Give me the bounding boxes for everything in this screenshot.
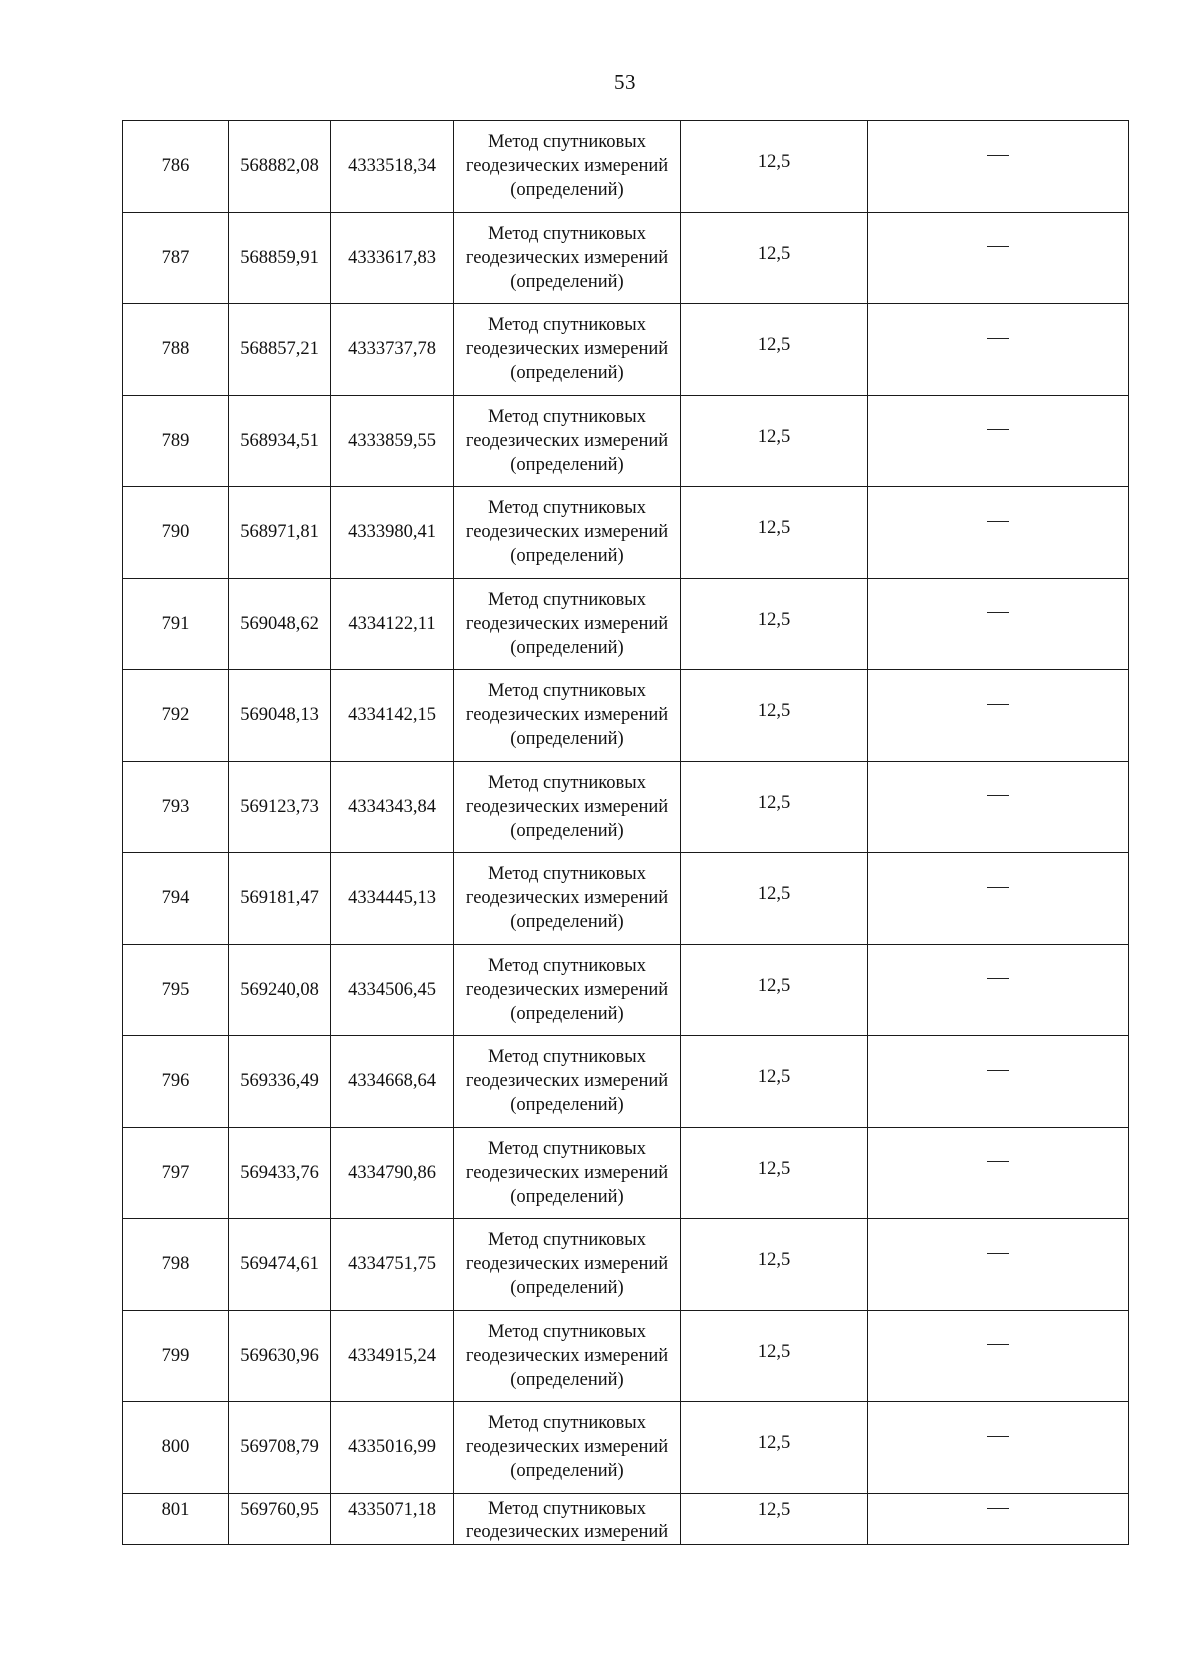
table-row xyxy=(123,1219,1129,1311)
method-line: геодезических измерений xyxy=(465,705,669,726)
table-row xyxy=(123,1493,1129,1544)
dash-mark xyxy=(987,1508,1009,1509)
accuracy-cell xyxy=(681,1310,868,1402)
dash-mark xyxy=(987,612,1009,613)
x-coordinate-cell xyxy=(229,1036,331,1128)
accuracy-value: 12,5 xyxy=(757,1499,791,1520)
accuracy-value: 12,5 xyxy=(757,1433,791,1454)
point-number: 795 xyxy=(161,979,190,1000)
point-number-cell xyxy=(123,1402,229,1494)
y-coordinate-cell xyxy=(331,1493,454,1544)
point-number: 796 xyxy=(161,1071,190,1092)
method-line: (определений) xyxy=(510,912,624,933)
x-coordinate: 569760,95 xyxy=(240,1499,319,1520)
y-coordinate: 4334122,11 xyxy=(348,613,436,634)
method-line: геодезических измерений xyxy=(465,796,669,817)
method-line: Метод спутниковых xyxy=(488,406,646,427)
point-number-cell xyxy=(123,1127,229,1219)
accuracy-cell xyxy=(681,487,868,579)
method-line: Метод спутниковых xyxy=(488,955,646,976)
method-cell xyxy=(454,944,681,1036)
coordinates-table-wrapper xyxy=(122,120,1128,1545)
y-coordinate-cell xyxy=(331,761,454,853)
y-coordinate: 4334668,64 xyxy=(348,1071,436,1092)
method-line: Метод спутниковых xyxy=(488,772,646,793)
accuracy-value: 12,5 xyxy=(757,975,791,996)
accuracy-value: 12,5 xyxy=(757,1250,791,1271)
x-coordinate: 569123,73 xyxy=(240,796,319,817)
point-number: 790 xyxy=(161,522,190,543)
table-row xyxy=(123,670,1129,762)
y-coordinate: 4333859,55 xyxy=(348,430,436,451)
note-cell xyxy=(868,304,1129,396)
method-line: геодезических измерений xyxy=(465,247,669,268)
x-coordinate-cell xyxy=(229,121,331,213)
x-coordinate: 569433,76 xyxy=(240,1162,319,1183)
accuracy-cell xyxy=(681,853,868,945)
note-cell xyxy=(868,670,1129,762)
point-number-cell xyxy=(123,1036,229,1128)
y-coordinate: 4334751,75 xyxy=(348,1254,436,1275)
table-row xyxy=(123,487,1129,579)
point-number-cell xyxy=(123,944,229,1036)
x-coordinate-cell xyxy=(229,944,331,1036)
note-cell xyxy=(868,578,1129,670)
dash-mark xyxy=(987,1161,1009,1162)
table-row xyxy=(123,944,1129,1036)
accuracy-cell xyxy=(681,1219,868,1311)
method-line: Метод спутниковых xyxy=(488,223,646,244)
accuracy-cell xyxy=(681,395,868,487)
method-line: (определений) xyxy=(510,637,624,658)
table-row xyxy=(123,1402,1129,1494)
method-line: (определений) xyxy=(510,1369,624,1390)
y-coordinate: 4333737,78 xyxy=(348,339,436,360)
y-coordinate-cell xyxy=(331,578,454,670)
accuracy-cell xyxy=(681,304,868,396)
accuracy-value: 12,5 xyxy=(757,792,791,813)
accuracy-cell xyxy=(681,121,868,213)
method-cell xyxy=(454,1402,681,1494)
x-coordinate: 568934,51 xyxy=(240,430,319,451)
method-line: (определений) xyxy=(510,729,624,750)
x-coordinate: 568971,81 xyxy=(240,522,319,543)
x-coordinate: 569048,62 xyxy=(240,613,319,634)
point-number: 793 xyxy=(161,796,190,817)
x-coordinate-cell xyxy=(229,853,331,945)
y-coordinate-cell xyxy=(331,1036,454,1128)
method-cell xyxy=(454,121,681,213)
method-line: (определений) xyxy=(510,180,624,201)
method-line: геодезических измерений xyxy=(465,1437,669,1458)
method-cell xyxy=(454,670,681,762)
method-line: (определений) xyxy=(510,1003,624,1024)
accuracy-value: 12,5 xyxy=(757,701,791,722)
dash-mark xyxy=(987,338,1009,339)
note-cell xyxy=(868,212,1129,304)
point-number: 801 xyxy=(161,1499,190,1520)
x-coordinate: 569474,61 xyxy=(240,1254,319,1275)
point-number: 794 xyxy=(161,888,190,909)
x-coordinate: 569048,13 xyxy=(240,705,319,726)
y-coordinate-cell xyxy=(331,121,454,213)
table-row xyxy=(123,761,1129,853)
method-line: (определений) xyxy=(510,363,624,384)
method-cell xyxy=(454,578,681,670)
point-number-cell xyxy=(123,1493,229,1544)
y-coordinate: 4333518,34 xyxy=(348,156,436,177)
x-coordinate-cell xyxy=(229,1127,331,1219)
note-cell xyxy=(868,944,1129,1036)
point-number: 792 xyxy=(161,705,190,726)
page-number: 53 xyxy=(614,70,636,94)
method-line: геодезических измерений xyxy=(465,613,669,634)
note-cell xyxy=(868,1127,1129,1219)
method-line: (определений) xyxy=(510,1186,624,1207)
accuracy-cell xyxy=(681,212,868,304)
table-row xyxy=(123,578,1129,670)
x-coordinate: 568857,21 xyxy=(240,339,319,360)
y-coordinate-cell xyxy=(331,853,454,945)
point-number-cell xyxy=(123,578,229,670)
dash-mark xyxy=(987,155,1009,156)
method-line: геодезических измерений xyxy=(465,1162,669,1183)
note-cell xyxy=(868,121,1129,213)
y-coordinate: 4335071,18 xyxy=(348,1499,436,1520)
method-line: Метод спутниковых xyxy=(488,1138,646,1159)
method-line: Метод спутниковых xyxy=(488,1321,646,1342)
method-line: (определений) xyxy=(510,1461,624,1482)
point-number-cell xyxy=(123,761,229,853)
x-coordinate-cell xyxy=(229,487,331,579)
table-row xyxy=(123,121,1129,213)
method-line: (определений) xyxy=(510,546,624,567)
point-number: 786 xyxy=(161,156,190,177)
note-cell xyxy=(868,1036,1129,1128)
point-number-cell xyxy=(123,121,229,213)
method-line: Метод спутниковых xyxy=(488,864,646,885)
method-line: Метод спутниковых xyxy=(488,498,646,519)
dash-mark xyxy=(987,1253,1009,1254)
accuracy-cell xyxy=(681,944,868,1036)
y-coordinate: 4333980,41 xyxy=(348,522,436,543)
table-row xyxy=(123,212,1129,304)
y-coordinate-cell xyxy=(331,212,454,304)
point-number-cell xyxy=(123,304,229,396)
method-cell xyxy=(454,853,681,945)
note-cell xyxy=(868,853,1129,945)
coordinates-table xyxy=(122,120,1129,1545)
y-coordinate: 4334506,45 xyxy=(348,979,436,1000)
table-row xyxy=(123,395,1129,487)
x-coordinate: 569336,49 xyxy=(240,1071,319,1092)
dash-mark xyxy=(987,521,1009,522)
y-coordinate: 4334142,15 xyxy=(348,705,436,726)
method-line: геодезических измерений xyxy=(465,522,669,543)
method-cell xyxy=(454,395,681,487)
point-number-cell xyxy=(123,395,229,487)
accuracy-value: 12,5 xyxy=(757,426,791,447)
method-line: (определений) xyxy=(510,820,624,841)
y-coordinate: 4334343,84 xyxy=(348,796,436,817)
method-line: Метод спутниковых xyxy=(488,132,646,153)
y-coordinate-cell xyxy=(331,487,454,579)
accuracy-value: 12,5 xyxy=(757,1067,791,1088)
note-cell xyxy=(868,1402,1129,1494)
dash-mark xyxy=(987,429,1009,430)
x-coordinate-cell xyxy=(229,1219,331,1311)
method-line: Метод спутниковых xyxy=(488,1498,646,1519)
method-cell xyxy=(454,304,681,396)
accuracy-value: 12,5 xyxy=(757,1158,791,1179)
note-cell xyxy=(868,487,1129,579)
method-line: Метод спутниковых xyxy=(488,589,646,610)
y-coordinate: 4333617,83 xyxy=(348,247,436,268)
dash-mark xyxy=(987,795,1009,796)
method-line: геодезических измерений xyxy=(465,1071,669,1092)
x-coordinate-cell xyxy=(229,304,331,396)
point-number-cell xyxy=(123,212,229,304)
method-line: геодезических измерений xyxy=(465,1345,669,1366)
dash-mark xyxy=(987,1436,1009,1437)
x-coordinate-cell xyxy=(229,1310,331,1402)
y-coordinate-cell xyxy=(331,944,454,1036)
y-coordinate-cell xyxy=(331,1219,454,1311)
accuracy-value: 12,5 xyxy=(757,335,791,356)
accuracy-value: 12,5 xyxy=(757,609,791,630)
method-cell xyxy=(454,1219,681,1311)
x-coordinate: 568859,91 xyxy=(240,247,319,268)
table-row xyxy=(123,1310,1129,1402)
point-number: 800 xyxy=(161,1437,190,1458)
accuracy-cell xyxy=(681,1402,868,1494)
method-line: (определений) xyxy=(510,1095,624,1116)
method-line: Метод спутниковых xyxy=(488,681,646,702)
accuracy-cell xyxy=(681,1036,868,1128)
accuracy-value: 12,5 xyxy=(757,152,791,173)
method-line: геодезических измерений xyxy=(465,339,669,360)
table-row xyxy=(123,1036,1129,1128)
y-coordinate: 4334915,24 xyxy=(348,1345,436,1366)
dash-mark xyxy=(987,246,1009,247)
method-line: (определений) xyxy=(510,454,624,475)
x-coordinate: 569181,47 xyxy=(240,888,319,909)
method-line: (определений) xyxy=(510,1278,624,1299)
note-cell xyxy=(868,395,1129,487)
x-coordinate: 569630,96 xyxy=(240,1345,319,1366)
method-line: Метод спутниковых xyxy=(488,1230,646,1251)
dash-mark xyxy=(987,1344,1009,1345)
point-number-cell xyxy=(123,487,229,579)
y-coordinate: 4335016,99 xyxy=(348,1437,436,1458)
x-coordinate-cell xyxy=(229,670,331,762)
note-cell xyxy=(868,1493,1129,1544)
y-coordinate-cell xyxy=(331,1310,454,1402)
method-line: геодезических измерений xyxy=(465,1254,669,1275)
accuracy-value: 12,5 xyxy=(757,884,791,905)
table-body xyxy=(123,121,1129,1545)
method-cell xyxy=(454,1493,681,1544)
accuracy-cell xyxy=(681,1493,868,1544)
point-number-cell xyxy=(123,670,229,762)
x-coordinate-cell xyxy=(229,761,331,853)
dash-mark xyxy=(987,887,1009,888)
accuracy-cell xyxy=(681,670,868,762)
accuracy-cell xyxy=(681,578,868,670)
point-number: 798 xyxy=(161,1254,190,1275)
accuracy-cell xyxy=(681,761,868,853)
note-cell xyxy=(868,1310,1129,1402)
point-number: 787 xyxy=(161,247,190,268)
point-number: 799 xyxy=(161,1345,190,1366)
method-cell xyxy=(454,1036,681,1128)
method-cell xyxy=(454,761,681,853)
x-coordinate-cell xyxy=(229,578,331,670)
note-cell xyxy=(868,1219,1129,1311)
accuracy-value: 12,5 xyxy=(757,243,791,264)
point-number-cell xyxy=(123,853,229,945)
x-coordinate-cell xyxy=(229,1493,331,1544)
x-coordinate: 569240,08 xyxy=(240,979,319,1000)
point-number: 797 xyxy=(161,1162,190,1183)
point-number: 791 xyxy=(161,613,190,634)
method-line: геодезических измерений xyxy=(465,888,669,909)
method-line: геодезических измерений xyxy=(465,979,669,1000)
y-coordinate-cell xyxy=(331,1402,454,1494)
note-cell xyxy=(868,761,1129,853)
method-cell xyxy=(454,1127,681,1219)
dash-mark xyxy=(987,978,1009,979)
point-number-cell xyxy=(123,1219,229,1311)
y-coordinate-cell xyxy=(331,1127,454,1219)
method-line: геодезических измерений xyxy=(465,156,669,177)
table-row xyxy=(123,304,1129,396)
method-cell xyxy=(454,1310,681,1402)
method-cell xyxy=(454,487,681,579)
accuracy-cell xyxy=(681,1127,868,1219)
method-line: Метод спутниковых xyxy=(488,315,646,336)
dash-mark xyxy=(987,704,1009,705)
y-coordinate-cell xyxy=(331,670,454,762)
accuracy-value: 12,5 xyxy=(757,518,791,539)
method-line: геодезических измерений xyxy=(465,1521,669,1542)
method-line: Метод спутниковых xyxy=(488,1047,646,1068)
y-coordinate-cell xyxy=(331,304,454,396)
x-coordinate: 568882,08 xyxy=(240,156,319,177)
x-coordinate-cell xyxy=(229,395,331,487)
point-number-cell xyxy=(123,1310,229,1402)
accuracy-value: 12,5 xyxy=(757,1341,791,1362)
method-line: (определений) xyxy=(510,271,624,292)
table-row xyxy=(123,1127,1129,1219)
x-coordinate-cell xyxy=(229,212,331,304)
y-coordinate-cell xyxy=(331,395,454,487)
y-coordinate: 4334445,13 xyxy=(348,888,436,909)
point-number: 788 xyxy=(161,339,190,360)
table-row xyxy=(123,853,1129,945)
y-coordinate: 4334790,86 xyxy=(348,1162,436,1183)
dash-mark xyxy=(987,1070,1009,1071)
point-number: 789 xyxy=(161,430,190,451)
method-line: Метод спутниковых xyxy=(488,1413,646,1434)
x-coordinate: 569708,79 xyxy=(240,1437,319,1458)
x-coordinate-cell xyxy=(229,1402,331,1494)
method-cell xyxy=(454,212,681,304)
method-line: геодезических измерений xyxy=(465,430,669,451)
